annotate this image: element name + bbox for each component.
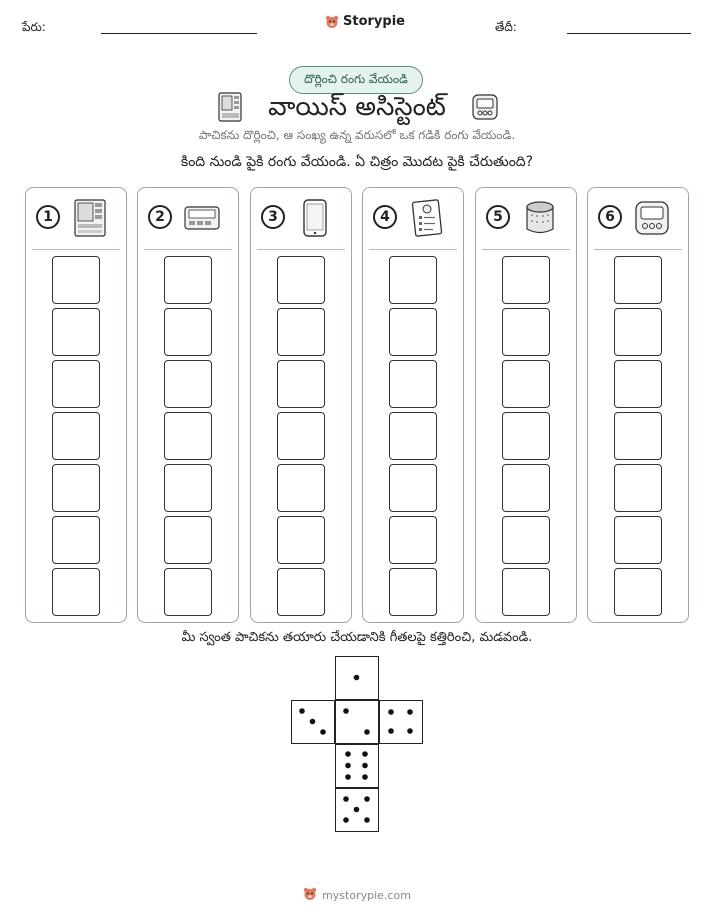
dice-face-5	[335, 788, 379, 832]
name-label: పేరు:	[22, 20, 46, 34]
column-number: 3	[261, 205, 285, 229]
column-number: 6	[598, 205, 622, 229]
date-label: తేదీ:	[495, 20, 517, 34]
column-number: 1	[36, 205, 60, 229]
column-number: 2	[148, 205, 172, 229]
dice-face-6	[335, 744, 379, 788]
dice-face-2	[335, 700, 379, 744]
dice-face-4	[379, 700, 423, 744]
dice-face-1	[335, 656, 379, 700]
footer	[0, 887, 714, 904]
dice-face-3	[291, 700, 335, 744]
roll-and-color-badge: దొర్లించి రంగు వేయండి	[289, 66, 423, 94]
bear-logo-icon	[303, 887, 317, 904]
page-title: వాయిస్ అసిస్టెంట్	[268, 92, 446, 122]
column-number: 5	[486, 205, 510, 229]
footer-url[interactable]: mystorypie.com	[322, 889, 411, 902]
column-number: 4	[373, 205, 397, 229]
instruction: కింది నుండి పైకి రంగు వేయండి. ఏ చిత్రం మొదట పైకి చేరుతుంది?	[180, 154, 534, 170]
cut-instruction: మీ స్వంత పాచికను తయారు చేయడానికి గీతలపై కత్తిరించి, మడవండి.	[181, 630, 533, 645]
brand-name: Storypie	[343, 14, 405, 29]
subtitle: పాచికను దొర్లించి, ఆ సంఖ్య ఉన్న వరుసలో ఒక గడికి రంగు వేయండి.	[198, 128, 516, 142]
